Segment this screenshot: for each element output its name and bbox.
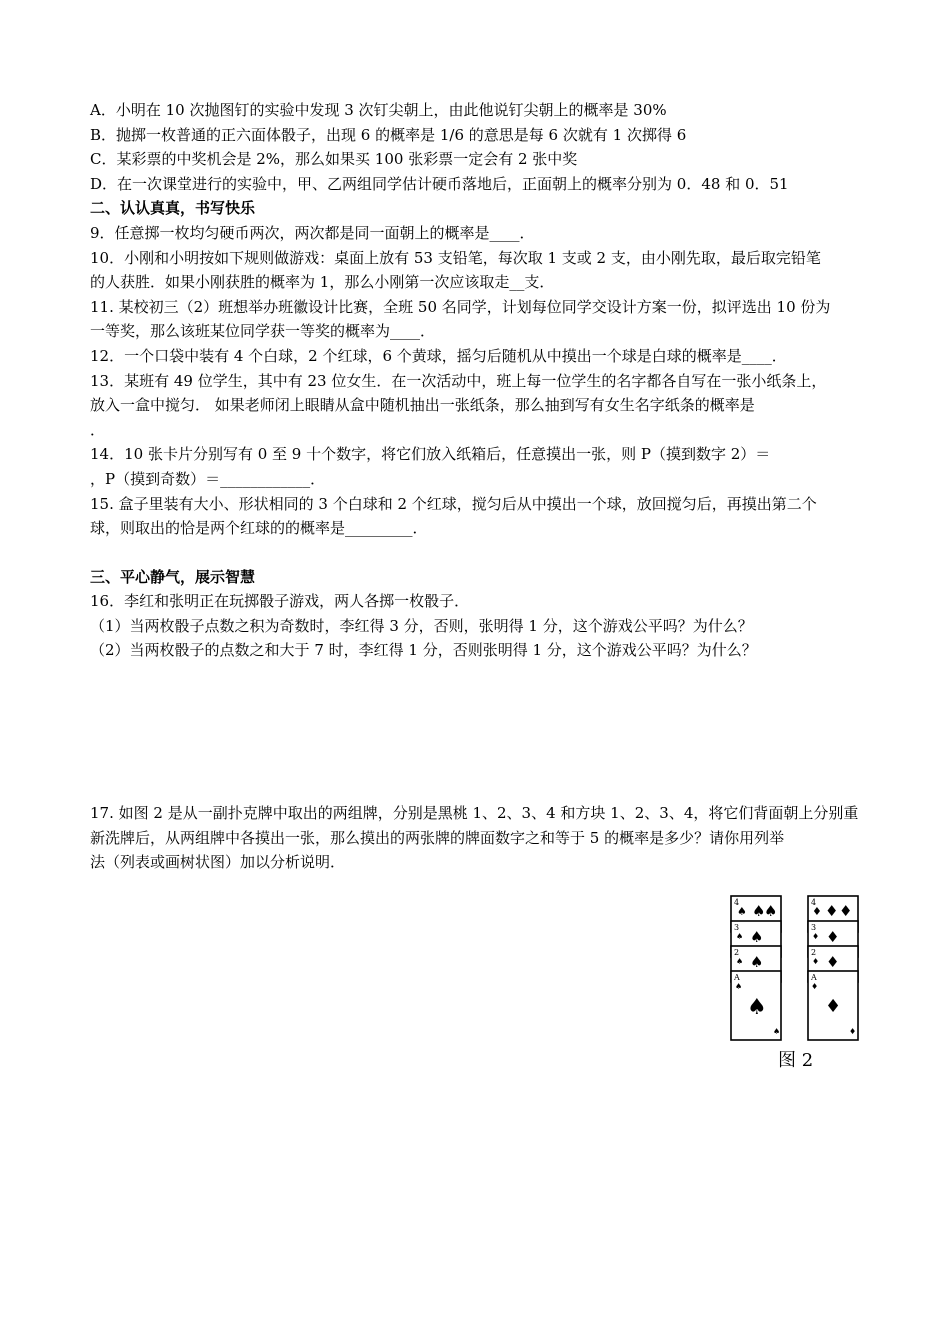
question-12: 12．一个口袋中装有 4 个白球，2 个红球，6 个黄球，摇匀后随机从中摸出一个球是白球的概率是____． — [90, 346, 787, 365]
question-11-line-1: 11. 某校初三（2）班想举办班徽设计比赛，全班 50 名同学，计划每位同学交设计方案一份，拟评选出 10 份为 — [90, 297, 831, 316]
question-17-line-3: 法（列表或画树状图）加以分析说明． — [90, 853, 346, 872]
section-2-heading: 二、认认真真，书写快乐 — [90, 199, 256, 218]
question-13-line-1: 13．某班有 49 位学生，其中有 23 位女生．在一次活动中，班上每一位学生的名字都各自写在一张小纸条上， — [90, 371, 827, 390]
option-a: A．小明在 10 次抛图钉的实验中发现 3 次钉尖朝上，由此他说钉尖朝上的概率是 30% — [90, 101, 667, 119]
diamond-icon: ♦ — [811, 982, 819, 991]
spade-icon: ♠ — [750, 953, 764, 971]
spade-icon: ♠ — [747, 995, 767, 1020]
diamond-icon: ♦ — [826, 928, 840, 946]
question-11-line-2: 一等奖，那么该班某位同学获一等奖的概率为____． — [90, 322, 436, 341]
spade-rank-2: 2 — [734, 948, 740, 957]
spade-rank-3: 3 — [734, 923, 740, 932]
question-10-line-2: 的人获胜．如果小刚获胜的概率为 1，那么小刚第一次应该取走__支． — [90, 273, 555, 292]
cards-illustration — [728, 894, 863, 1044]
diamond-rank-3: 3 — [811, 923, 817, 932]
spade-icon: ♠ — [773, 1027, 781, 1036]
option-c: C．某彩票的中奖机会是 2%，那么如果买 100 张彩票一定会有 2 张中奖 — [90, 150, 578, 169]
question-9: 9．任意掷一枚均匀硬币两次，两次都是同一面朝上的概率是____． — [90, 223, 535, 242]
answer-space — [90, 663, 865, 801]
spade-icon: ♠ — [750, 928, 764, 946]
section-3-heading: 三、平心静气，展示智慧 — [90, 567, 256, 586]
spade-icon: ♠ — [752, 902, 766, 920]
question-10-line-1: 10．小刚和小明按如下规则做游戏：桌面上放有 53 支铅笔，每次取 1 支或 2 支，由小刚先取，最后取完铅笔 — [90, 248, 821, 267]
diamond-icon: ♦ — [826, 953, 840, 971]
diamond-rank-2: 2 — [811, 948, 817, 957]
question-13-line-3: ． — [90, 420, 106, 439]
document-body — [90, 98, 865, 875]
spade-rank-ace: A — [734, 973, 740, 982]
spade-icon: ♠ — [736, 957, 744, 966]
diamond-card-ace — [808, 971, 858, 1040]
diamond-icon: ♦ — [839, 902, 853, 920]
diamond-icon: ♦ — [812, 932, 820, 941]
spade-card-ace — [731, 971, 781, 1040]
spade-icon: ♠ — [735, 982, 743, 991]
playing-cards-figure — [728, 894, 863, 1069]
question-15-line-1: 15. 盒子里装有大小、形状相同的 3 个白球和 2 个红球，搅匀后从中摸出一个球，放回搅匀后，再摸出第二个 — [90, 494, 817, 513]
spade-icon: ♠ — [737, 905, 747, 918]
spade-rank-4: 4 — [734, 898, 740, 907]
diamond-icon: ♦ — [812, 957, 820, 966]
spade-icon: ♠ — [736, 932, 744, 941]
diamond-icon: ♦ — [812, 905, 822, 918]
diamond-rank-4: 4 — [811, 898, 817, 907]
diamond-icon: ♦ — [825, 996, 842, 1017]
question-17-line-1: 17. 如图 2 是从一副扑克牌中取出的两组牌，分别是黑桃 1、2、3、4 和方块 1、2、3、4，将它们背面朝上分别重 — [90, 804, 859, 823]
question-16: 16．李红和张明正在玩掷骰子游戏，两人各掷一枚骰子． — [90, 592, 470, 611]
question-16-part-1: （1）当两枚骰子点数之积为奇数时，李红得 3 分，否则，张明得 1 分，这个游戏公平吗？为什么？ — [90, 616, 753, 635]
option-d: D．在一次课堂进行的实验中，甲、乙两组同学估计硬币落地后，正面朝上的概率分别为 0．48 和 0．51 — [90, 174, 789, 193]
question-15-line-2: 球，则取出的恰是两个红球的的概率是_________． — [90, 519, 428, 538]
figure-caption: 图 2 — [778, 1050, 814, 1071]
diamond-rank-ace: A — [811, 973, 817, 982]
question-13-line-2: 放入一盒中搅匀． 如果老师闭上眼睛从盒中随机抽出一张纸条，那么抽到写有女生名字纸条的概率是 — [90, 396, 755, 415]
question-14-line-1: 14．10 张卡片分别写有 0 至 9 十个数字，将它们放入纸箱后，任意摸出一张，则 P（摸到数字 2）＝ — [90, 445, 771, 464]
option-b: B．抛掷一枚普通的正六面体骰子，出现 6 的概率是 1/6 的意思是每 6 次就有 1 次掷得 6 — [90, 125, 687, 144]
question-14-line-2: ，P（摸到奇数）＝____________． — [90, 469, 326, 488]
question-16-part-2: （2）当两枚骰子的点数之和大于 7 时，李红得 1 分，否则张明得 1 分，这个游戏公平吗？为什么？ — [90, 641, 757, 660]
question-17-line-2: 新洗牌后，从两组牌中各摸出一张，那么摸出的两张牌的牌面数字之和等于 5 的概率是多少？请你用列举 — [90, 828, 785, 847]
spacer — [90, 541, 865, 565]
diamond-icon: ♦ — [825, 902, 839, 920]
spade-icon: ♠ — [764, 902, 778, 920]
diamond-icon: ♦ — [849, 1027, 857, 1036]
